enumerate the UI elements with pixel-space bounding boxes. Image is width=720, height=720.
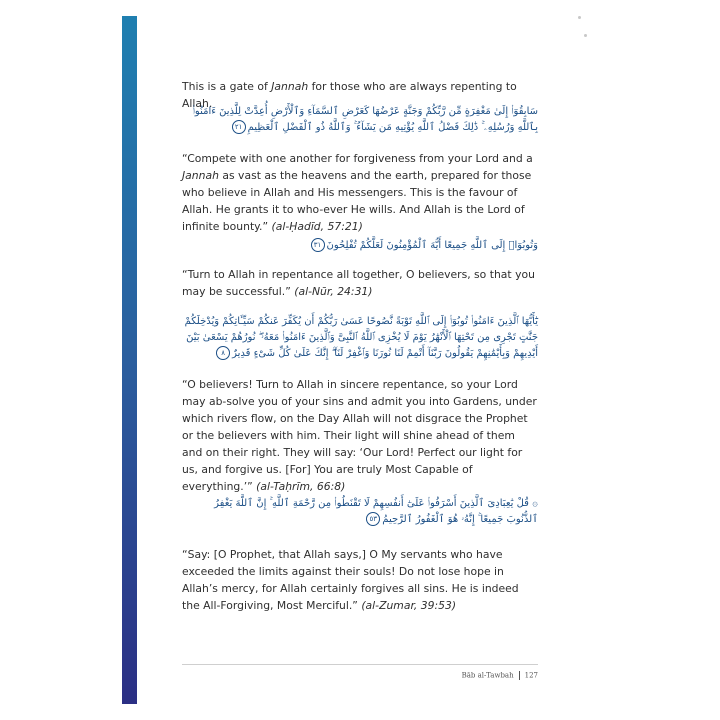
reference: (al-Zumar, 39:53) (361, 599, 457, 612)
footer-rule (182, 664, 538, 665)
page-number: 127 (524, 671, 538, 680)
translation: “Compete with one another for forgiveness from your Lord and a Jannah as vast as the heavens and the earth, prepared for those who believe in Allah and His messengers. This is the favour of Allah. He grants it to who-ever He wills. And Allah is the Lord of infinite bounty.” (al-Ḥadīd, 57:21) (182, 152, 533, 233)
translation: “O believers! Turn to Allah in sincere repentance, so your Lord may ab-solve you of your sins and admit you into Gardens, under which rivers flow, on the Day Allah will not disgrace the Prophet or the believers with him. Their light will shine ahead of them and on their right. They will say: ‘Our Lord! Perfect our light for us, and forgive us. [For] You are truly Most Capable of everything.’” (al-Taḥrīm, 66:8) (182, 378, 537, 493)
arabic-verse: يَٰٓأَيُّهَا ٱلَّذِينَ ءَامَنُوا۟ تُوبُوٓا۟ إِلَى ٱللَّهِ تَوْبَةً نَّصُوحًا عَسَىٰ رَبُّكُمْ أَن يُكَفِّرَ عَنكُمْ سَيِّـَٔاتِكُمْ وَيُدْخِلَكُمْ جَنَّٰتٍ تَجْرِى مِن تَحْتِهَا ٱلْأَنْهَٰرُ يَوْمَ لَا يُخْزِى ٱللَّهُ ٱلنَّبِىَّ وَٱلَّذِينَ ءَامَنُوا۟ مَعَهُۥ ۖ نُورُهُمْ يَسْعَىٰ بَيْنَ أَيْدِيهِمْ وَبِأَيْمَٰنِهِمْ يَقُولُونَ رَبَّنَآ أَتْمِمْ لَنَا نُورَنَا وَٱغْفِرْ لَنَآ ۖ إِنَّكَ عَلَىٰ كُلِّ شَىْءٍ قَدِيرٌ٨ (184, 316, 538, 359)
reference: (al-Ḥadīd, 57:21) (271, 220, 363, 233)
page-mark (584, 34, 587, 37)
ayah-number: ٨ (216, 346, 230, 360)
intro-text: This is a gate of Jannah for those who are always repenting to Allah. (182, 80, 517, 110)
reference: (al-Taḥrīm, 66:8) (256, 480, 346, 493)
ayah-number: ٣١ (311, 238, 325, 252)
footer-separator (519, 671, 520, 680)
translation: “Say: [O Prophet, that Allah says,] O My servants who have exceeded the limits against their souls! Do not lose hope in Allah’s mercy, for Allah certainly forgives all sins. He is indeed the All-Forgiving, Most Merciful.” (al-Zumar, 39:53) (182, 548, 519, 612)
accent-bar (122, 16, 137, 704)
reference: (al-Nūr, 24:31) (294, 285, 373, 298)
chapter-title: Bāb al-Tawbah (461, 671, 514, 680)
page-footer (462, 671, 538, 680)
arabic-verse: وَتُوبُوٓا۟ إِلَى ٱللَّهِ جَمِيعًا أَيُّهَ ٱلْمُؤْمِنُونَ لَعَلَّكُمْ تُفْلِحُونَ٣١ (182, 238, 538, 254)
arabic-verse: سَابِقُوٓا۟ إِلَىٰ مَغْفِرَةٍ مِّن رَّبِّكُمْ وَجَنَّةٍ عَرْضُهَا كَعَرْضِ ٱلسَّمَآءِ وَٱلْأَرْضِ أُعِدَّتْ لِلَّذِينَ ءَامَنُوا۟ بِٱللَّهِ وَرُسُلِهِۦ ۚ ذَٰلِكَ فَضْلُ ٱللَّهِ يُؤْتِيهِ مَن يَشَآءُ ۚ وَٱللَّهُ ذُو ٱلْفَضْلِ ٱلْعَظِيمِ٢١ (192, 106, 538, 133)
ayah-number: ٢١ (232, 120, 246, 134)
page-mark (578, 16, 581, 19)
ayah-number: ٥٣ (366, 512, 380, 526)
arabic-verse: ۞ قُلْ يَٰعِبَادِىَ ٱلَّذِينَ أَسْرَفُوا۟ عَلَىٰٓ أَنفُسِهِمْ لَا تَقْنَطُوا۟ مِن رَّحْمَةِ ٱللَّهِ ۚ إِنَّ ٱللَّهَ يَغْفِرُ ٱلذُّنُوبَ جَمِيعًا ۚ إِنَّهُۥ هُوَ ٱلْغَفُورُ ٱلرَّحِيمُ٥٣ (214, 498, 538, 525)
translation: “Turn to Allah in repentance all together, O believers, so that you may be successful.” (al-Nūr, 24:31) (182, 268, 535, 298)
